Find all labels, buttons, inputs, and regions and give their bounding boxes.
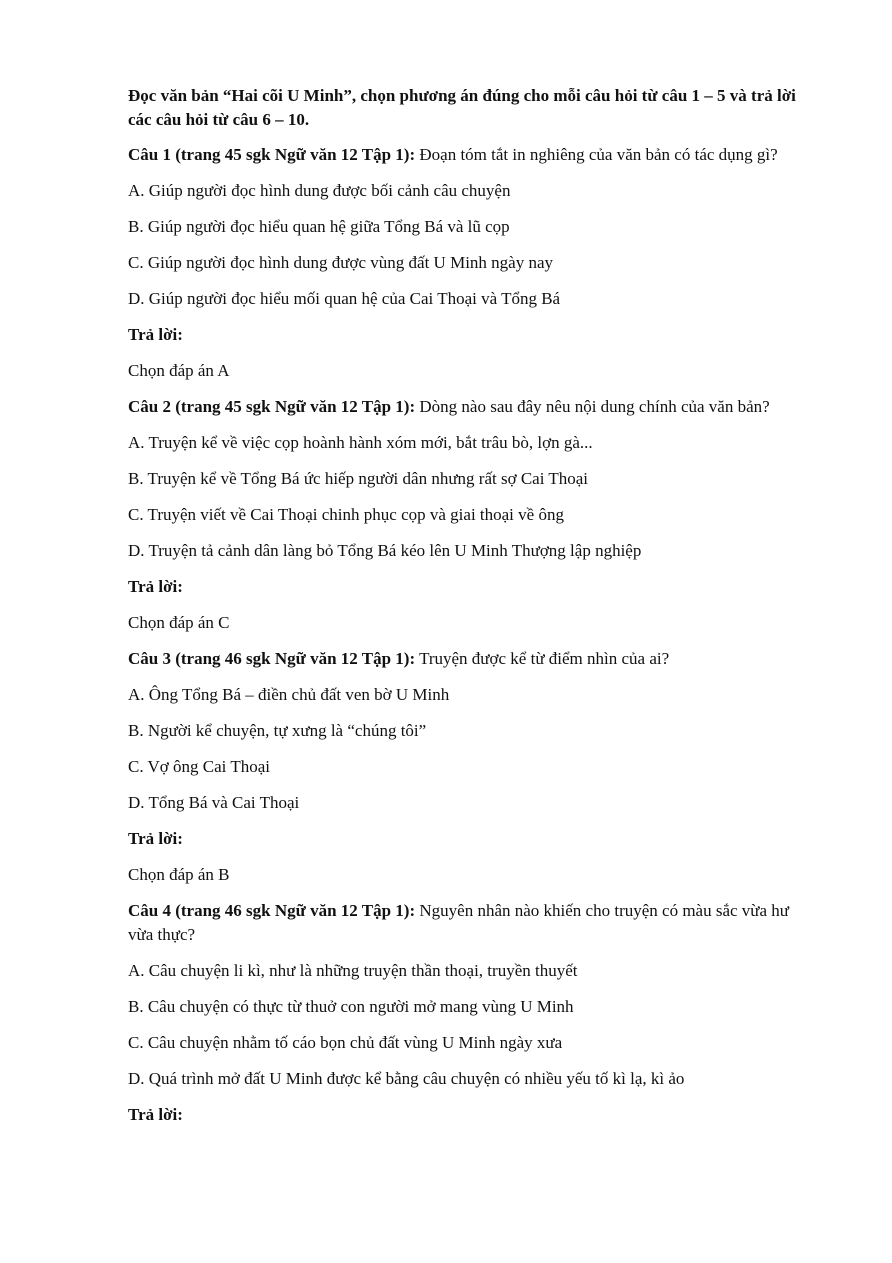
- option-b: B. Truyện kể về Tổng Bá ức hiếp người dân nhưng rất sợ Cai Thoại: [128, 469, 589, 488]
- question-block: [128, 899, 818, 1127]
- option-a: A. Giúp người đọc hình dung được bối cảnh câu chuyện: [128, 181, 511, 200]
- option-c: C. Câu chuyện nhằm tố cáo bọn chủ đất vùng U Minh ngày xưa: [128, 1033, 563, 1052]
- question-body: Nguyên nhân nào khiến cho truyện có màu sắc vừa hư vừa thực?: [128, 901, 790, 944]
- question-block: [128, 395, 818, 635]
- answer-label: Trả lời:: [128, 577, 183, 596]
- question-text: [128, 899, 818, 947]
- question-text: [128, 395, 818, 419]
- question-text: [128, 143, 818, 167]
- option-a: A. Câu chuyện li kì, như là những truyện thần thoại, truyền thuyết: [128, 961, 578, 980]
- question-body: Đoạn tóm tắt in nghiêng của văn bản có tác dụng gì?: [415, 145, 778, 164]
- option-d: D. Tổng Bá và Cai Thoại: [128, 793, 300, 812]
- question-label: Câu 1 (trang 45 sgk Ngữ văn 12 Tập 1):: [128, 145, 416, 164]
- intro-paragraph: Đọc văn bản “Hai cõi U Minh”, chọn phương án đúng cho mỗi câu hỏi từ câu 1 – 5 và trả lời các câu hỏi từ câu 6 – 10.: [128, 86, 796, 129]
- question-body: Dòng nào sau đây nêu nội dung chính của văn bản?: [415, 397, 770, 416]
- option-c: C. Giúp người đọc hình dung được vùng đất U Minh ngày nay: [128, 253, 554, 272]
- question-text: [128, 647, 818, 671]
- answer-text: Chọn đáp án C: [128, 613, 230, 632]
- option-d: D. Giúp người đọc hiểu mối quan hệ của Cai Thoại và Tổng Bá: [128, 289, 561, 308]
- option-b: B. Câu chuyện có thực từ thuở con người mở mang vùng U Minh: [128, 997, 574, 1016]
- answer-text: Chọn đáp án A: [128, 361, 230, 380]
- option-a: A. Ông Tổng Bá – điền chủ đất ven bờ U Minh: [128, 685, 450, 704]
- answer-label: Trả lời:: [128, 829, 183, 848]
- option-a: A. Truyện kể về việc cọp hoành hành xóm mới, bắt trâu bò, lợn gà...: [128, 433, 593, 452]
- question-block: [128, 143, 818, 383]
- option-c: C. Vợ ông Cai Thoại: [128, 757, 271, 776]
- question-body: Truyện được kể từ điểm nhìn của ai?: [415, 649, 670, 668]
- option-c: C. Truyện viết về Cai Thoại chinh phục cọp và giai thoại về ông: [128, 505, 564, 524]
- question-label: Câu 2 (trang 45 sgk Ngữ văn 12 Tập 1):: [128, 397, 416, 416]
- document-page: [128, 84, 818, 1139]
- option-b: B. Giúp người đọc hiểu quan hệ giữa Tổng Bá và lũ cọp: [128, 217, 510, 236]
- answer-text: Chọn đáp án B: [128, 865, 230, 884]
- option-d: D. Quá trình mở đất U Minh được kể bằng câu chuyện có nhiều yếu tố kì lạ, kì ảo: [128, 1069, 685, 1088]
- question-block: [128, 647, 818, 887]
- option-d: D. Truyện tả cảnh dân làng bỏ Tổng Bá kéo lên U Minh Thượng lập nghiệp: [128, 541, 642, 560]
- answer-label: Trả lời:: [128, 1105, 183, 1124]
- question-label: Câu 3 (trang 46 sgk Ngữ văn 12 Tập 1):: [128, 649, 416, 668]
- answer-label: Trả lời:: [128, 325, 183, 344]
- question-label: Câu 4 (trang 46 sgk Ngữ văn 12 Tập 1):: [128, 901, 416, 920]
- option-b: B. Người kể chuyện, tự xưng là “chúng tôi”: [128, 721, 427, 740]
